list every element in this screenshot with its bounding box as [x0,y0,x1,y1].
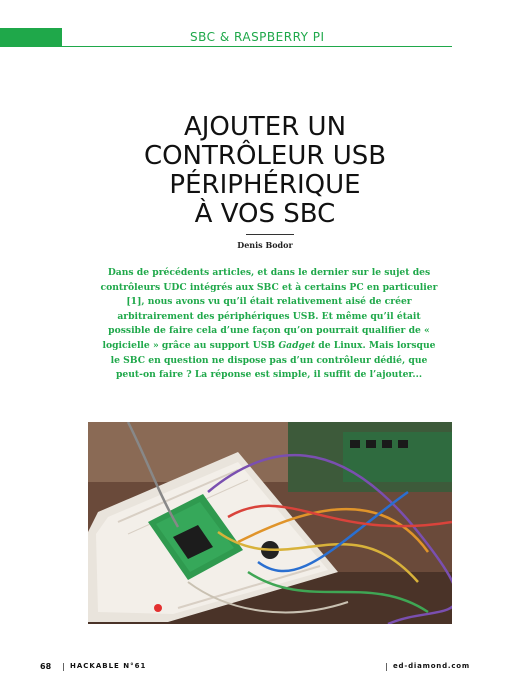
article-intro [100,266,438,383]
breadboard-photo [88,422,452,624]
website-link[interactable]: ed-diamond.com [393,662,471,670]
section-rule [62,46,452,47]
author-divider [246,234,294,235]
section-color-block [0,28,62,47]
title-line: AJOUTER UN [183,112,347,142]
title-line: À VOS SBC [194,199,336,229]
footer-separator: | [385,662,388,671]
section-header [0,28,452,47]
intro-emphasis: Gadget [278,339,316,351]
intro-text: Dans de précédents articles, et dans le dernier sur le sujet des contrôleurs UDC intégrés aux SBC et à certains PC en particulier [1], nous avons vu qu’il était relativement aisé de créer arbitrairement des périphériques USB. Et même qu’il était possible de faire cela d’une façon qu’on pourrait qualifier de « logicielle » grâce au support USB [100,267,438,351]
article-title [0,113,530,229]
section-label: SBC & RASPBERRY PI [190,30,325,44]
magazine-name: HACKABLE N°61 [70,662,147,670]
article-photo [88,422,452,624]
author-name: Denis Bodor [237,240,293,250]
footer-separator: | [62,662,65,671]
page-footer [0,662,530,676]
title-line: CONTRÔLEUR USB [143,141,387,171]
intro-text-end: de Linux. Mais lorsque le SBC en question ne dispose pas d’un contrôleur dédié, que peut-on faire ? La réponse est simple, il suffit de l’ajouter... [110,339,436,381]
page-number: 68 [40,662,52,671]
title-line: PÉRIPHÉRIQUE [169,170,361,200]
